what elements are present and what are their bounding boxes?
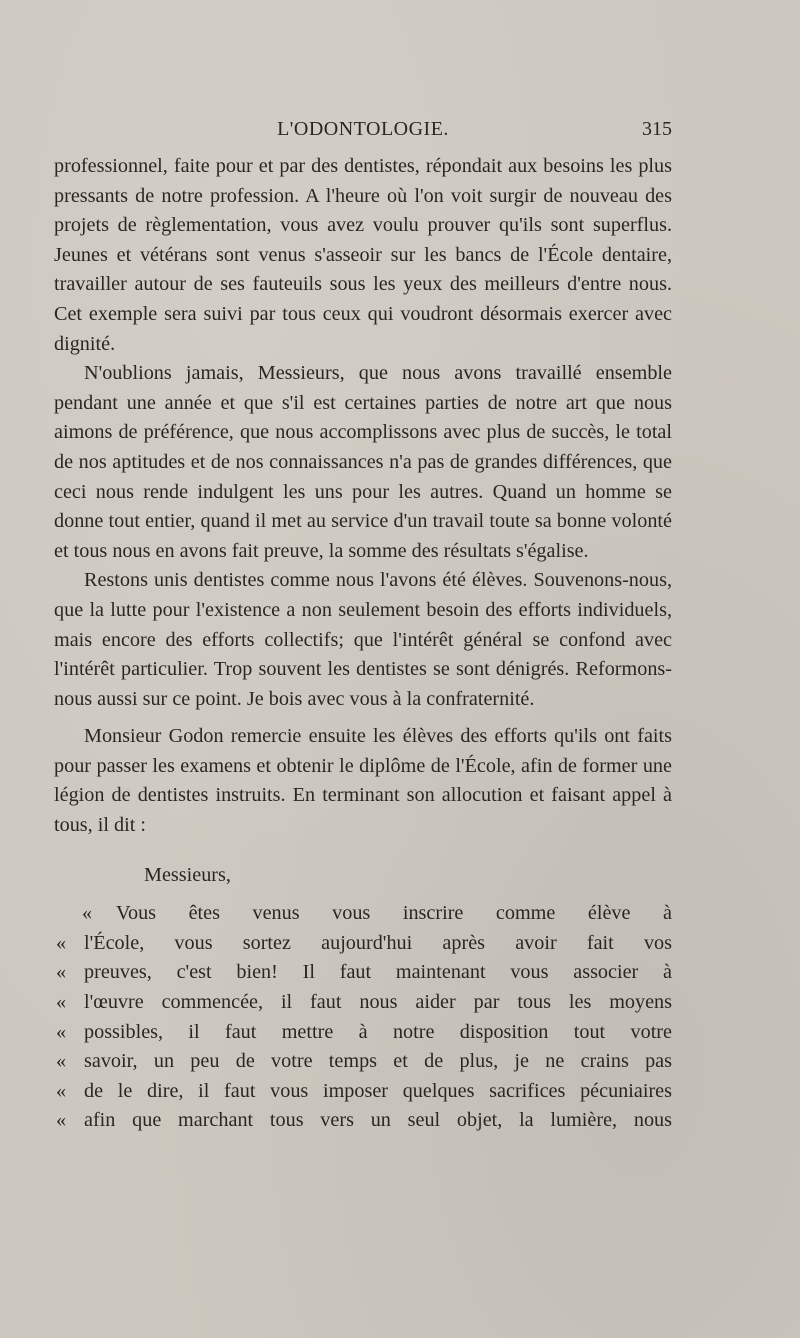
paragraph: Restons unis dentistes comme nous l'avons été élèves. Souvenons-nous, que la lutte pour l'existence a non seulement besoin des efforts individuels, mais encore des efforts collectifs; que l'intérêt général se confond avec l'intérêt particulier. Trop souvent les dentistes se sont dénigrés. Reformons-nous aussi sur ce point. Je bois avec vous à la confraternité.: [54, 569, 672, 710]
paragraph: N'oublions jamais, Messieurs, que nous avons travaillé ensemble pendant une année et que s'il est certaines parties de notre art que nous aimons de préférence, que nous accomplissons avec plus de succès, le total de nos aptitudes et de nos connaissances n'a pas de grandes différences, que ceci nous rende indulgent les uns pour les autres. Quand un homme se donne tout entier, quand il met au service d'un travail toute sa bonne volonté et tous nous en avons fait preuve, la somme des résultats s'égalise.: [54, 362, 672, 562]
quote-line: [54, 1106, 672, 1136]
quote-line: [54, 1018, 672, 1048]
quote-text: l'École, vous sortez aujourd'hui après avoir fait vos: [84, 931, 672, 954]
quote-mark: «: [56, 991, 67, 1014]
salutation: Messieurs,: [144, 863, 231, 886]
quoted-speech: [54, 899, 672, 1136]
page-number: 315: [642, 118, 672, 140]
quote-text: savoir, un peu de votre temps et de plus, je ne crains pas: [84, 1050, 672, 1073]
quote-line: [54, 988, 672, 1018]
running-title: L'ODONTOLOGIE.: [277, 118, 449, 140]
quote-mark: «: [56, 1109, 67, 1132]
quote-line: [54, 929, 672, 959]
paragraph: Monsieur Godon remercie ensuite les élèves des efforts qu'ils ont faits pour passer les examens et obtenir le diplôme de l'École, afin de former une légion de dentistes instruits. En terminant son allocution et faisant appel à tous, il dit :: [54, 725, 672, 837]
quote-line: [54, 1047, 672, 1077]
quote-mark: «: [56, 931, 67, 954]
quote-text: Vous êtes venus vous inscrire comme élève à: [116, 902, 672, 925]
quote-mark: «: [56, 961, 67, 984]
quote-text: l'œuvre commencée, il faut nous aider par tous les moyens: [84, 991, 672, 1014]
quote-text: de le dire, il faut vous imposer quelques sacrifices pécuniaires: [84, 1079, 672, 1102]
quote-text: afin que marchant tous vers un seul objet, la lumière, nous: [84, 1109, 672, 1132]
quote-text: possibles, il faut mettre à notre disposition tout votre: [84, 1020, 672, 1043]
quote-line: [54, 899, 672, 929]
quote-text: preuves, c'est bien! Il faut maintenant vous associer à: [84, 961, 672, 984]
paragraph: professionnel, faite pour et par des dentistes, répondait aux besoins les plus pressants de notre profession. A l'heure où l'on voit surgir de nouveau des projets de règlementation, vous avez voulu prouver qu'ils sont superflus. Jeunes et vétérans sont venus s'asseoir sur les bancs de l'École dentaire, travailler autour de ses fauteuils sous les yeux des meilleurs d'entre nous. Cet exemple sera suivi par tous ceux qui voudront désormais exercer avec dignité.: [54, 155, 672, 355]
page-header: [54, 112, 672, 148]
quote-mark: «: [56, 1020, 67, 1043]
quote-mark: «: [56, 1079, 67, 1102]
quote-mark: «: [82, 902, 93, 925]
quote-mark: «: [56, 1050, 67, 1073]
body-text: [54, 152, 672, 1136]
quote-line: [54, 958, 672, 988]
quote-line: [54, 1077, 672, 1107]
